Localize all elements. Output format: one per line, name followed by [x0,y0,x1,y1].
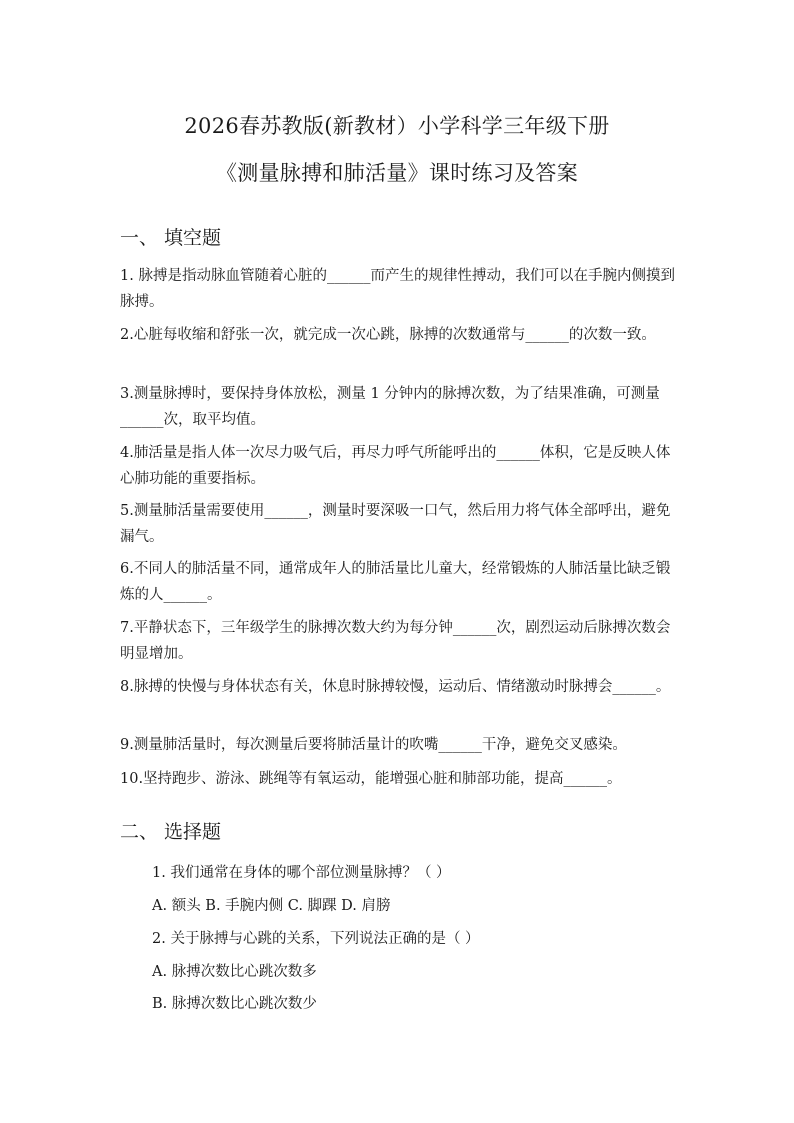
fill-blank-question-6: 6.不同人的肺活量不同，通常成年人的肺活量比儿童大，经常锻炼的人肺活量比缺乏锻炼的人______。 [120,561,671,603]
fill-blank-question-2: 2.心脏每收缩和舒张一次，就完成一次心跳，脉搏的次数通常与______的次数一致。 [120,327,656,343]
section-heading-fill-blank: 一、 填空题 [120,227,222,249]
fill-blank-question-4: 4.肺活量是指人体一次尽力吸气后，再尽力呼气所能呼出的______体积，它是反映人体心肺功能的重要指标。 [120,445,671,487]
choice-question-1: 1. 我们通常在身体的哪个部位测量脉搏？（ ） [152,865,451,881]
choice-question-2: 2. 关于脉搏与心跳的关系，下列说法正确的是（ ） [152,931,480,947]
fill-blank-question-9: 9.测量肺活量时，每次测量后要将肺活量计的吹嘴______干净，避免交叉感染。 [120,737,627,753]
fill-blank-question-7: 7.平静状态下，三年级学生的脉搏次数大约为每分钟______次，剧烈运动后脉搏次数会明显增加。 [120,620,671,662]
choice-question-1-options: A. 额头 B. 手腕内侧 C. 脚踝 D. 肩膀 [152,898,391,914]
fill-blank-question-3: 3.测量脉搏时，要保持身体放松，测量 1 分钟内的脉搏次数，为了结果准确，可测量______次，取平均值。 [120,386,660,428]
document-title-line-2: 《测量脉搏和肺活量》课时练习及答案 [215,161,579,185]
document-title-line-1: 2026春苏教版(新教材）小学科学三年级下册 [184,114,610,138]
choice-question-2-option-a: A. 脉搏次数比心跳次数多 [152,964,317,980]
fill-blank-question-8: 8.脉搏的快慢与身体状态有关，休息时脉搏较慢，运动后、情绪激动时脉搏会______。 [120,679,671,695]
fill-blank-question-5: 5.测量肺活量需要使用______，测量时要深吸一口气，然后用力将气体全部呼出，避免漏气。 [120,503,671,545]
choice-question-2-option-b: B. 脉搏次数比心跳次数少 [152,996,317,1012]
fill-blank-question-1: 1. 脉搏是指动脉血管随着心脏的______而产生的规律性搏动，我们可以在手腕内侧摸到脉搏。 [120,268,675,310]
fill-blank-question-10: 10.坚持跑步、游泳、跳绳等有氧运动，能增强心脏和肺部功能，提高______。 [120,771,622,787]
section-heading-multiple-choice: 二、 选择题 [120,821,222,843]
